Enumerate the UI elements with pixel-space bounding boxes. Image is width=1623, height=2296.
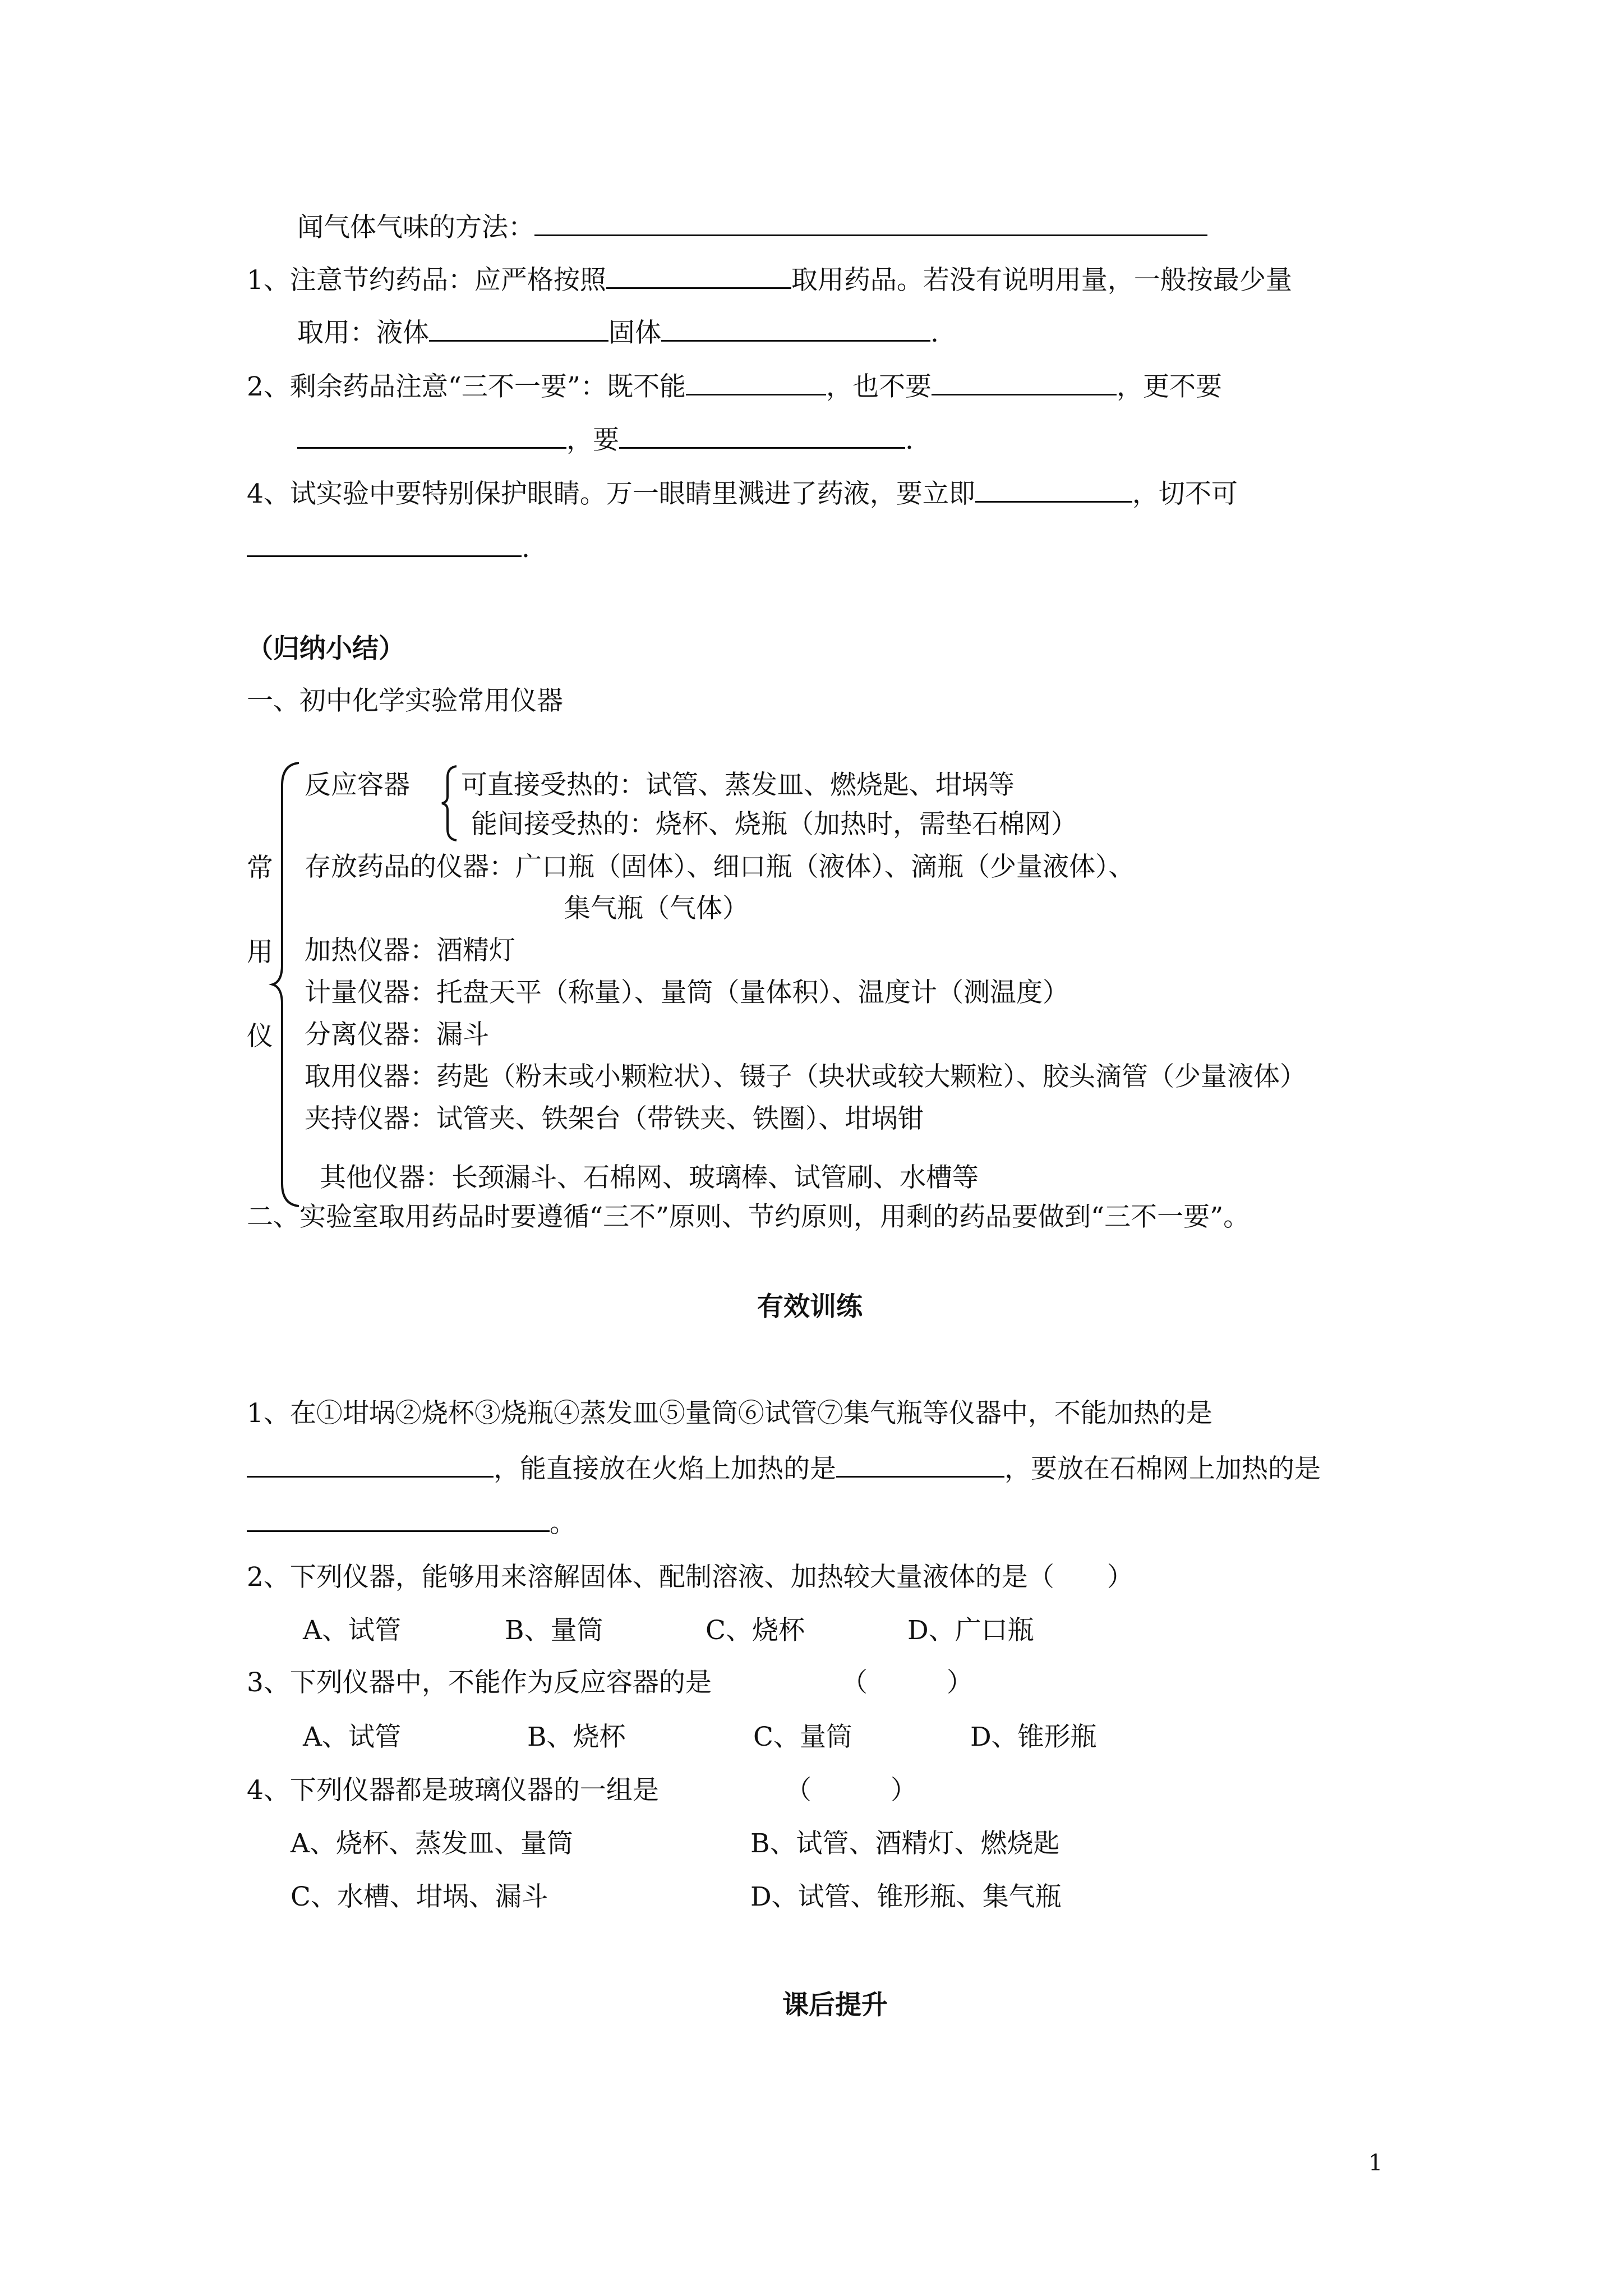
side-char-1: 常 xyxy=(247,853,273,884)
rule-2-text-a: 2、剩余药品注意“三不一要”：既不能 xyxy=(247,371,686,402)
other-item: 其他仪器：长颈漏斗、石棉网、玻璃棒、试管刷、水槽等 xyxy=(320,1162,979,1193)
rule-2-text-b: ，也不要 xyxy=(826,371,932,402)
rule-4-text-a: 4、试实验中要特别保护眼睛。万一眼睛里溅进了药液，要立即 xyxy=(247,478,975,509)
answer-blank[interactable] xyxy=(429,314,608,342)
rule-4-line xyxy=(247,475,1238,511)
answer-blank[interactable] xyxy=(686,368,826,395)
question-4-option-b[interactable]: B、试管、酒精灯、燃烧匙 xyxy=(750,1828,1060,1859)
holding-item: 夹持仪器：试管夹、铁架台（带铁夹、铁圈）、坩埚钳 xyxy=(305,1103,924,1134)
smell-method-label: 闻气体气味的方法： xyxy=(297,212,534,243)
page-number: 1 xyxy=(1368,2150,1383,2176)
storage-item-2: 集气瓶（气体） xyxy=(564,893,749,924)
rule-2-text-c: ，更不要 xyxy=(1116,371,1222,402)
question-4-answer-paren[interactable]: （ ） xyxy=(785,1775,917,1806)
separating-item: 分离仪器：漏斗 xyxy=(305,1019,489,1050)
question-4: 4、下列仪器都是玻璃仪器的一组是 xyxy=(247,1775,659,1806)
question-1: 1、在①坩埚②烧杯③烧瓶④蒸发皿⑤量筒⑥试管⑦集气瓶等仪器中，不能加热的是 xyxy=(247,1398,1212,1429)
reactor-label: 反应容器 xyxy=(305,770,410,800)
question-2-option-c[interactable]: C、烧杯 xyxy=(706,1615,805,1646)
direct-heating-item: 可直接受热的：试管、蒸发皿、燃烧匙、坩埚等 xyxy=(461,770,1015,800)
question-3-option-c[interactable]: C、量筒 xyxy=(753,1722,852,1752)
answer-blank[interactable] xyxy=(836,1450,1004,1478)
question-1-text-c: ，要放在石棉网上加热的是 xyxy=(1004,1453,1321,1484)
answer-blank[interactable] xyxy=(932,368,1117,395)
question-1-line-3 xyxy=(247,1504,576,1540)
answer-blank[interactable] xyxy=(297,421,566,449)
question-2: 2、下列仪器，能够用来溶解固体、配制溶液、加热较大量液体的是（ ） xyxy=(247,1562,1133,1593)
answer-blank[interactable] xyxy=(619,421,905,449)
question-3-answer-paren[interactable]: （ ） xyxy=(841,1667,973,1698)
storage-item: 存放药品的仪器：广口瓶（固体）、细口瓶（液体）、滴瓶（少量液体）、 xyxy=(305,852,1135,882)
measuring-item: 计量仪器：托盘天平（称量）、量筒（量体积）、温度计（测温度） xyxy=(305,977,1069,1008)
answer-blank[interactable] xyxy=(247,1450,494,1478)
summary-section-1-title: 一、初中化学实验常用仪器 xyxy=(247,685,563,716)
question-3-option-b[interactable]: B、烧杯 xyxy=(527,1722,626,1752)
small-brace-icon xyxy=(439,764,459,843)
training-title: 有效训练 xyxy=(757,1291,863,1322)
answer-blank[interactable] xyxy=(661,314,930,342)
heating-item: 加热仪器：酒精灯 xyxy=(305,935,515,966)
answer-blank[interactable] xyxy=(606,261,791,289)
after-class-title: 课后提升 xyxy=(782,1990,888,2021)
question-3-option-a[interactable]: A、试管 xyxy=(303,1722,401,1752)
answer-blank[interactable] xyxy=(975,475,1132,503)
answer-blank[interactable] xyxy=(534,209,1207,236)
left-brace-icon xyxy=(268,760,302,1209)
rule-1-line-2 xyxy=(297,314,939,350)
taking-item: 取用仪器：药匙（粉末或小颗粒状）、镊子（块状或较大颗粒）、胶头滴管（少量液体） xyxy=(305,1061,1306,1092)
question-1-line-2 xyxy=(247,1450,1321,1486)
question-3: 3、下列仪器中，不能作为反应容器的是 xyxy=(247,1667,712,1698)
question-4-option-d[interactable]: D、试管、锥形瓶、集气瓶 xyxy=(750,1881,1062,1912)
side-char-3: 仪 xyxy=(247,1021,273,1052)
summary-heading: （归纳小结） xyxy=(247,633,405,664)
side-char-2: 用 xyxy=(247,937,273,968)
summary-section-2: 二、实验室取用药品时要遵循“三不”原则、节约原则，用剩的药品要做到“三不一要”。 xyxy=(247,1202,1250,1232)
rule-1-text-b: 取用药品。若没有说明用量，一般按最少量 xyxy=(791,265,1292,296)
question-1-text-b: ，能直接放在火焰上加热的是 xyxy=(494,1453,836,1484)
indirect-heating-item: 能间接受热的：烧杯、烧瓶（加热时，需垫石棉网） xyxy=(471,809,1077,840)
question-2-option-a[interactable]: A、试管 xyxy=(303,1615,401,1646)
question-1-text-d: 。 xyxy=(550,1508,576,1539)
rule-4-line-2 xyxy=(247,530,530,565)
rule-2-line-2 xyxy=(297,421,914,457)
rule-4-text-b: ，切不可 xyxy=(1132,478,1238,509)
question-2-option-b[interactable]: B、量筒 xyxy=(505,1615,603,1646)
rule-2-text-e: . xyxy=(905,425,914,455)
rule-1-text-a: 1、注意节约药品：应严格按照 xyxy=(247,265,606,296)
answer-blank[interactable] xyxy=(247,1504,550,1532)
rule-4-text-c: . xyxy=(522,533,530,564)
question-4-option-a[interactable]: A、烧杯、蒸发皿、量筒 xyxy=(291,1828,573,1859)
question-4-option-c[interactable]: C、水槽、坩埚、漏斗 xyxy=(291,1881,548,1912)
rule-1-text-c: 取用：液体 xyxy=(297,318,429,348)
question-2-option-d[interactable]: D、广口瓶 xyxy=(907,1615,1034,1646)
question-3-option-d[interactable]: D、锥形瓶 xyxy=(970,1722,1097,1752)
smell-method-line xyxy=(297,209,1207,245)
rule-1-text-e: . xyxy=(930,318,939,348)
rule-2-line xyxy=(247,368,1222,404)
rule-2-text-d: ，要 xyxy=(566,425,619,455)
answer-blank[interactable] xyxy=(247,530,522,557)
rule-1-line xyxy=(247,261,1292,297)
rule-1-text-d: 固体 xyxy=(608,318,661,348)
